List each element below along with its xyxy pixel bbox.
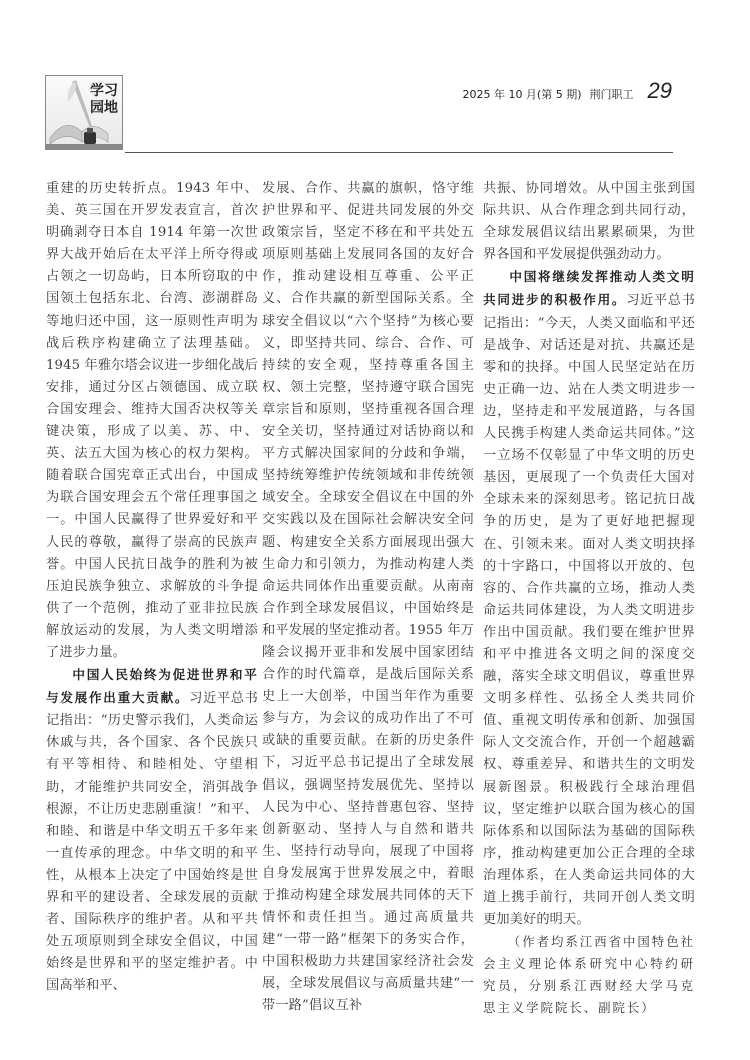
article-column-2	[262, 178, 474, 1018]
column-logo	[45, 75, 123, 150]
paragraph: 重建的历史转折点。1943 年中、美、英三国在开罗发表宣言，首次明确剥夺日本自 1914 年第一次世界大战开始后在太平洋上所夺得或占领之一切岛屿，日本所窃取的中国领土包括东北、台湾、澎湖群岛等地归还中国，这一原则性声明为战后秩序构建确立了法理基础。1945 年雅尔塔会议进一步细化战后安排，通过分区占领德国、成立联合国安理会、维持大国否决权等关键决策，形成了以美、苏、中、英、法五大国为核心的权力架构。随着联合国宪章正式出台，中国成为联合国安理会五个常任理事国之一。中国人民赢得了世界爱好和平人民的尊敬，赢得了崇高的民族声誉。中国人民抗日战争的胜利为被压迫民族争独立、求解放的斗争提供了一个范例，推动了亚非拉民族解放运动的发展，为人类文明增添了进步力量。	[46, 181, 258, 660]
paragraph: 发展、合作、共赢的旗帜，恪守维护世界和平、促进共同发展的外交政策宗旨，坚定不移在和平共处五项原则基础上发展同各国的友好合作，推动建设相互尊重、公平正义、合作共赢的新型国际关系。全球安全倡议以“六个坚持”为核心要义，即坚持共同、综合、合作、可持续的安全观，坚持尊重各国主权、领土完整，坚持遵守联合国宪章宗旨和原则，坚持重视各国合理安全关切，坚持通过对话协商以和平方式解决国家间的分歧和争端，坚持统筹维护传统领域和非传统领域安全。全球安全倡议在中国的外交实践以及在国际社会解决安全问题、构建安全关系方面展现出强大生命力和引领力，为推动构建人类命运共同体作出重要贡献。从南南合作到全球发展倡议，中国始终是和平发展的坚定推动者。1955 年万隆会议揭开亚非和发展中国家团结合作的时代篇章，是战后国际关系史上一大创举，中国当年作为重要参与方，为会议的成功作出了不可或缺的重要贡献。在新的历史条件下，习近平总书记提出了全球发展倡议，强调坚持发展优先、坚持以人民为中心、坚持普惠包容、坚持创新驱动、坚持人与自然和谐共生、坚持行动导向，展现了中国将自身发展寓于世界发展之中，着眼于推动构建全球发展共同体的天下情怀和责任担当。通过高质量共建“一带一路”框架下的务实合作，中国积极助力共建国家经济社会发展，全球发展倡议与高质量共建“一带一路”倡议互补	[262, 181, 474, 1014]
section-heading: 中国将继续发挥推动人类文明共同进步的积极作用。	[483, 269, 695, 308]
article-column-1	[46, 178, 258, 997]
paragraph: 共振、协同增效。从中国主张到国际共识、从合作理念到共同行动，全球发展倡议结出累累硕果，为世界各国和平发展提供强劲动力。	[483, 181, 695, 263]
column-label-line2: 园地	[90, 100, 118, 116]
page-header	[462, 78, 672, 104]
magazine-name: 荆门职工	[589, 88, 634, 101]
issue-date: 2025 年 10 月(第 5 期)	[462, 88, 582, 101]
paragraph	[483, 266, 695, 931]
article-column-3	[483, 178, 695, 1020]
paragraph-text: 习近平总书记指出：“今天，人类又面临和平还是战争、对话还是对抗、共赢还是零和的抉择。中国人民坚定站在历史正确一边、站在人类文明进步一边，坚持走和平发展道路，与各国人民携手构建人类命运共同体。”这一立场不仅彰显了中华文明的历史基因，更展现了一个负责任大国对全球未来的深刻思考。铭记抗日战争的历史，是为了更好地把握现在、引领未来。面对人类文明抉择的十字路口，中国将以开放的、包容的、合作共赢的立场，推动人类命运共同体建设，为人类文明进步作出中国贡献。我们要在维护世界和平中推进各文明之间的深度交融，落实全球文明倡议，尊重世界文明多样性、弘扬全人类共同价值、重视文明传承和创新、加强国际人文交流合作，开创一个超越霸权、尊重差异、和谐共生的文明发展新图景。积极践行全球治理倡议，坚定维护以联合国为核心的国际体系和以国际法为基础的国际秩序，推动构建更加公正合理的全球治理体系，在人类命运共同体的大道上携手前行，共同开创人类文明更加美好的明天。	[483, 293, 696, 928]
paragraph	[46, 664, 258, 997]
header-rule	[125, 152, 673, 153]
author-note: （作者均系江西省中国特色社会主义理论体系研究中心特约研究员，分别系江西财经大学马克思主义学院院长、副院长）	[483, 934, 695, 1016]
column-label-line1: 学习	[90, 83, 118, 99]
paragraph-text: 习近平总书记指出：“历史警示我们，人类命运休戚与共，各个国家、各个民族只有平等相待、和睦相处、守望相助，才能维护共同安全，消弭战争根源，不让历史悲剧重演！”和平、和睦、和谐是中华文明五千多年来一直传承的理念。中华文明的和平性，从根本上决定了中国始终是世界和平的建设者、全球发展的贡献者、国际秩序的维护者。从和平共处五项原则到全球安全倡议，中国始终是世界和平的坚定维护者。中国高举和平、	[46, 691, 259, 994]
page-number: 29	[647, 78, 672, 103]
section-heading: 中国人民始终为促进世界和平与发展作出重大贡献。	[46, 667, 258, 706]
